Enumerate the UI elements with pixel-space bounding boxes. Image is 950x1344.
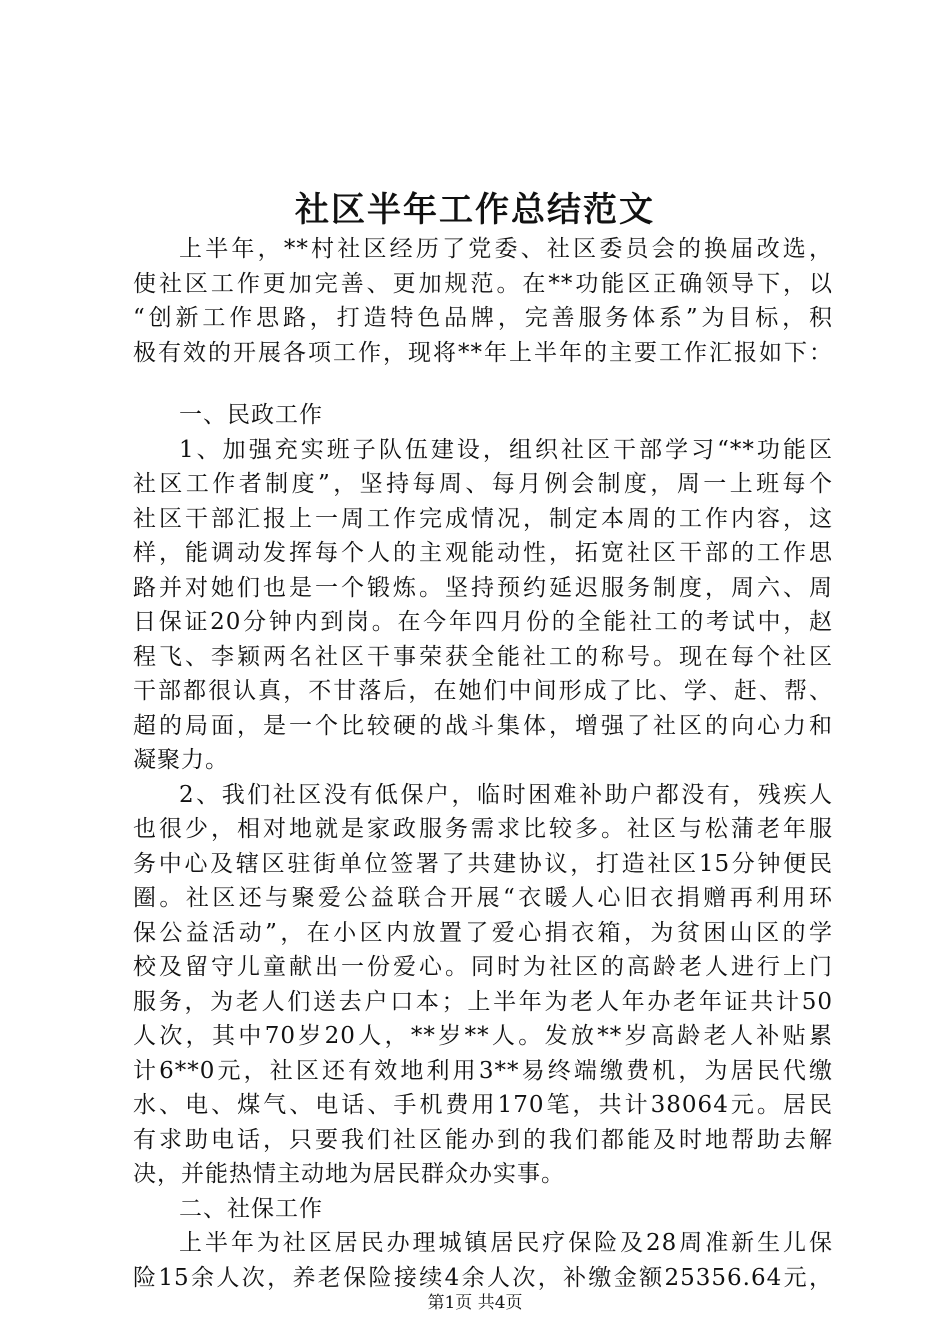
text-line: 险15余人次，养老保险接续4余人次，补缴金额25356.64元， (133, 1264, 833, 1291)
text-line: 凝聚力。 (133, 747, 229, 773)
section-heading: 一、民政工作 (179, 402, 323, 428)
text-line: 1、加强充实班子队伍建设，组织社区干部学习“**功能区 (179, 436, 833, 463)
text-line: 上半年为社区居民办理城镇居民疗保险及28周准新生儿保 (179, 1230, 833, 1256)
document-title: 社区半年工作总结范文 (295, 190, 655, 230)
text-line: 社区工作者制度”，坚持每周、每月例会制度，周一上班每个 (133, 471, 833, 497)
text-line: 上半年，**村社区经历了党委、社区委员会的换届改选， (179, 236, 833, 262)
document-body (133, 232, 833, 1295)
text-line: 保公益活动”，在小区内放置了爱心捐衣箱，为贫困山区的学 (133, 919, 833, 946)
text-line: 2、我们社区没有低保户，临时困难补助户都没有，残疾人 (179, 781, 833, 808)
text-line: 服务，为老人们送去户口本；上半年为老人年办老年证共计50 (133, 988, 833, 1015)
text-line: 样，能调动发挥每个人的主观能动性，拓宽社区干部的工作思 (133, 540, 833, 566)
text-line: 务中心及辖区驻街单位签署了共建协议，打造社区15分钟便民 (133, 850, 833, 877)
paragraph-gap (133, 370, 833, 398)
text-line: 计6**0元，社区还有效地利用3**易终端缴费机，为居民代缴 (133, 1057, 833, 1084)
text-line: 也很少，相对地就是家政服务需求比较多。社区与松蒲老年服 (133, 816, 833, 842)
text-line: 日保证20分钟内到岗。在今年四月份的全能社工的考试中，赵 (133, 609, 833, 635)
text-line: 水、电、煤气、电话、手机费用170笔，共计38064元。居民 (133, 1092, 833, 1118)
section-heading: 二、社保工作 (179, 1195, 323, 1222)
text-line: 路并对她们也是一个锻炼。坚持预约延迟服务制度，周六、周 (133, 574, 833, 601)
text-line: 使社区工作更加完善、更加规范。在**功能区正确领导下，以 (133, 270, 833, 297)
text-line: 圈。社区还与聚爱公益联合开展“衣暖人心旧衣捐赠再利用环 (133, 885, 833, 911)
text-line: 人次，其中70岁20人，**岁**人。发放**岁高龄老人补贴累 (133, 1023, 833, 1049)
text-line: 决，并能热情主动地为居民群众办实事。 (133, 1161, 565, 1187)
text-line: “创新工作思路，打造特色品牌，完善服务体系”为目标，积 (133, 305, 833, 331)
text-line: 社区干部汇报上一周工作完成情况，制定本周的工作内容，这 (133, 505, 833, 532)
page-footer: 第1页 共4页 (427, 1293, 523, 1313)
text-line: 干部都很认真，不甘落后，在她们中间形成了比、学、赶、帮、 (133, 678, 833, 704)
text-line: 极有效的开展各项工作，现将**年上半年的主要工作汇报如下： (133, 339, 833, 366)
text-line: 超的局面，是一个比较硬的战斗集体，增强了社区的向心力和 (133, 712, 833, 739)
text-line: 校及留守儿童献出一份爱心。同时为社区的高龄老人进行上门 (133, 954, 833, 980)
text-line: 有求助电话，只要我们社区能办到的我们都能及时地帮助去解 (133, 1126, 833, 1153)
text-line: 程飞、李颖两名社区干事荣获全能社工的称号。现在每个社区 (133, 643, 833, 670)
